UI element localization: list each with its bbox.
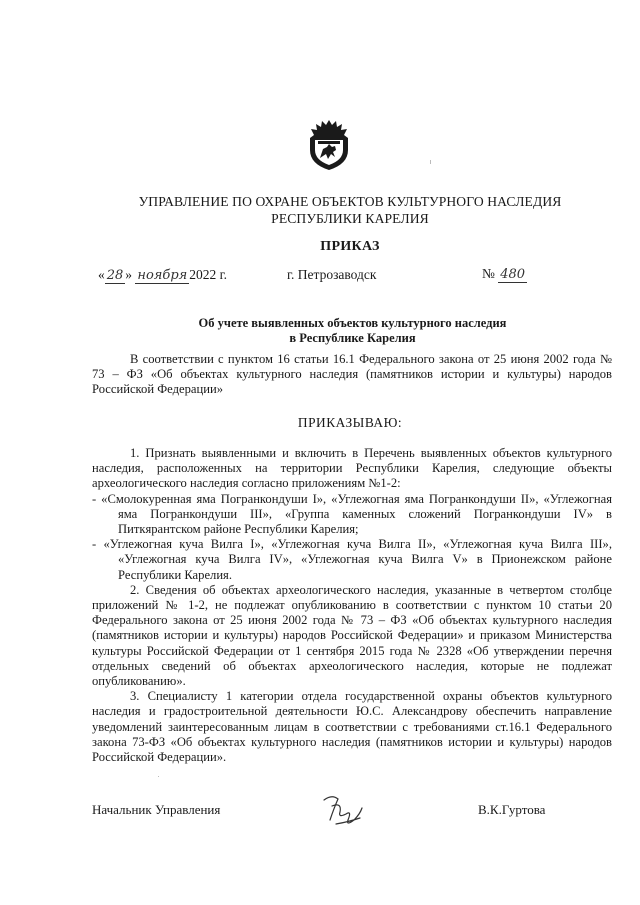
item-1-list-a: - «Смолокуренная яма Погранкондуши I», «Углежогная яма Погранкондуши II», «Углежогная яма Погранкондуши III», «Группа каменных сложений Погранкондуши IV» в Питкярантском районе Республики Карелия; (92, 491, 612, 537)
document-city: г. Петрозаводск (287, 267, 377, 282)
organization-line-1: УПРАВЛЕНИЕ ПО ОХРАНЕ ОБЪЕКТОВ КУЛЬТУРНОГО НАСЛЕДИЯ (138, 194, 562, 209)
date-close-quote: » (125, 267, 133, 282)
organization-name (60, 193, 640, 227)
document-date (98, 267, 227, 283)
item-1-list-b: - «Углежогная куча Вилга I», «Углежогная куча Вилга II», «Углежогная куча Вилга III», «Углежогная куча Вилга IV», «Углежогная куча Вилга V» в Прионежском районе Республики Карелия. (92, 537, 612, 582)
item-3: 3. Специалисту 1 категории отдела государственной охраны объектов культурного наследия и градостроительной деятельности Ю.С. Александрову обеспечить направление уведомлений заинтересованным лицам в соответствии с требованиями ст.16.1 Федерального закона 73-ФЗ «Об объектах культурного наследия (памятников истории и культуры) народов Российской Федерации». (92, 689, 612, 765)
number-label: № (482, 266, 495, 281)
scan-speck (158, 776, 159, 777)
date-year: 2022 г. (189, 267, 228, 282)
date-day: 28 (106, 268, 124, 283)
subject-line-2: в Республике Карелия (289, 331, 416, 345)
organization-line-2: РЕСПУБЛИКИ КАРЕЛИЯ (271, 211, 429, 226)
signatory-name: В.К.Гуртова (478, 802, 546, 817)
order-heading: ПРИКАЗЫВАЮ: (297, 415, 403, 430)
order-items (92, 446, 612, 765)
date-open-quote: « (98, 267, 105, 282)
document-subject (100, 316, 605, 346)
document-type: ПРИКАЗ (320, 239, 380, 254)
date-month: ноября (137, 268, 188, 283)
number-value: 480 (500, 267, 526, 282)
signatory-position: Начальник Управления (92, 802, 221, 817)
item-2: 2. Сведения об объектах археологического наследия, указанные в четвертом столбце приложений № 1-2, не подлежат опубликованию в соответствии с пунктом 10 статьи 20 Федерального закона от 25 июня 2002 года № 73 – ФЗ «Об объектах культурного наследия (памятников истории и культуры) народов Российской Федерации» и приказом Министерства культуры Российской Федерации от 1 сентября 2015 года № 2328 «Об утверждении перечня отдельных сведений об объектах археологического наследия, которые не подлежат опубликованию». (92, 582, 612, 689)
document-number (482, 266, 527, 282)
item-1: 1. Признать выявленными и включить в Перечень выявленных объектов культурного наследия, расположенных на территории Республики Карелия, следующие объекты археологического наследия согласно приложениям №1-2: (92, 446, 612, 491)
preamble-paragraph: В соответствии с пунктом 16 статьи 16.1 Федерального закона от 25 июня 2002 года № 73 – ФЗ «Об объектах культурного наследия (памятников истории и культуры) народов Российской Федерации» (92, 352, 612, 397)
scan-speck (430, 160, 431, 164)
subject-line-1: Об учете выявленных объектов культурного наследия (198, 316, 507, 330)
handwritten-signature (318, 790, 368, 830)
coat-of-arms-icon (306, 116, 352, 172)
